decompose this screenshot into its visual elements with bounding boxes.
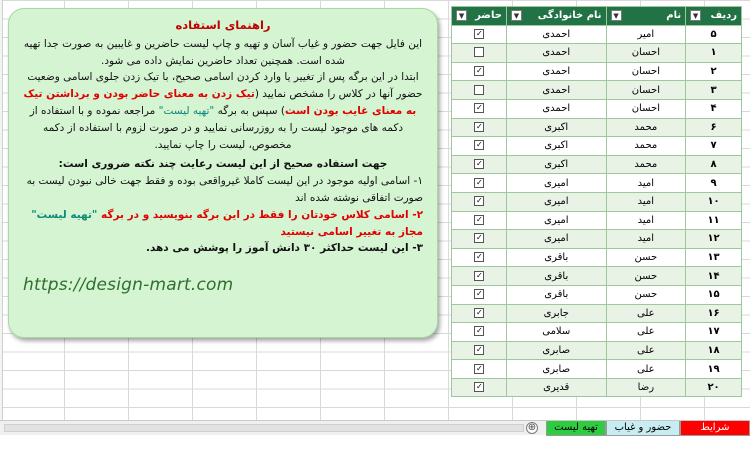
help-paragraph-2 (23, 69, 423, 153)
first-name-cell[interactable]: حسن (606, 285, 686, 304)
row-number-cell[interactable]: ۱۰ (686, 192, 742, 211)
present-checkbox[interactable] (474, 252, 484, 262)
family-name-cell[interactable]: اکبری (506, 155, 606, 174)
present-cell (452, 81, 507, 100)
header-name[interactable] (606, 7, 686, 26)
add-sheet-icon[interactable]: ⊕ (527, 422, 537, 433)
family-name-cell[interactable]: احمدی (506, 81, 606, 100)
family-name-cell[interactable]: باقری (506, 267, 606, 286)
help-note-2 (23, 207, 423, 241)
tab-conditions[interactable]: شرایط استفاده (680, 421, 750, 436)
table-row (452, 192, 742, 211)
table-row (452, 211, 742, 230)
horizontal-scrollbar[interactable] (4, 424, 524, 432)
help-p2-red: تیک زدن به معنای حاضر بودن و برداشتن تیک به معنای غایب بودن است (23, 88, 417, 117)
family-name-cell[interactable]: احمدی (506, 99, 606, 118)
row-number-cell[interactable]: ۱۶ (686, 304, 742, 323)
present-cell (452, 341, 507, 360)
table-row (452, 155, 742, 174)
tab-attendance[interactable]: حضور و غیاب (606, 421, 680, 436)
table-row (452, 267, 742, 286)
family-name-cell[interactable]: احمدی (506, 25, 606, 44)
help-n2-a: ۲- اسامی کلاس خودتان را فقط در این برگه بنویسید و در برگه (97, 208, 423, 221)
family-name-cell[interactable]: اکبری (506, 137, 606, 156)
table-row (452, 174, 742, 193)
present-cell (452, 285, 507, 304)
first-name-cell[interactable]: احسان (606, 62, 686, 81)
row-number-cell[interactable]: ۳ (686, 81, 742, 100)
filter-dropdown-icon[interactable]: ▼ (690, 10, 701, 21)
present-checkbox[interactable] (474, 364, 484, 374)
first-name-cell[interactable]: امید (606, 174, 686, 193)
table-row (452, 360, 742, 379)
row-number-cell[interactable]: ۱۱ (686, 211, 742, 230)
table-row (452, 118, 742, 137)
first-name-cell[interactable]: علی (606, 360, 686, 379)
sheet-tab-bar (0, 420, 750, 447)
row-number-cell[interactable]: ۱۷ (686, 323, 742, 342)
present-checkbox[interactable] (474, 159, 484, 169)
attendance-table (451, 6, 742, 397)
present-cell (452, 192, 507, 211)
family-name-cell[interactable]: احمدی (506, 44, 606, 63)
family-name-cell[interactable]: باقری (506, 285, 606, 304)
present-cell (452, 248, 507, 267)
row-number-cell[interactable]: ۱۹ (686, 360, 742, 379)
row-number-cell[interactable]: ۲ (686, 62, 742, 81)
present-checkbox[interactable] (474, 122, 484, 132)
family-name-cell[interactable]: احمدی (506, 62, 606, 81)
present-cell (452, 137, 507, 156)
present-checkbox[interactable] (474, 140, 484, 150)
table-row (452, 62, 742, 81)
help-note-1: ۱- اسامی اولیه موجود در این لیست کاملا غیرواقعی بوده و فقط جهت خالی نبودن لیست به صورت اتفاقی نوشته شده اند (26, 175, 423, 204)
present-checkbox[interactable] (474, 233, 484, 243)
help-p2-b: ) سپس به برگه (214, 104, 285, 117)
row-number-cell[interactable]: ۱۸ (686, 341, 742, 360)
present-cell (452, 155, 507, 174)
present-cell (452, 230, 507, 249)
row-number-cell[interactable]: ۵ (686, 25, 742, 44)
table-row (452, 25, 742, 44)
table-header-row (452, 7, 742, 26)
present-checkbox[interactable] (474, 271, 484, 281)
family-name-cell[interactable]: امیری (506, 211, 606, 230)
help-n2-b: مجاز به تغییر اسامی نیستید (280, 225, 423, 238)
header-row-number[interactable] (686, 7, 742, 26)
present-cell (452, 323, 507, 342)
present-checkbox[interactable] (474, 215, 484, 225)
row-number-cell[interactable]: ۲۰ (686, 378, 742, 397)
first-name-cell[interactable]: رضا (606, 378, 686, 397)
table-row (452, 285, 742, 304)
header-row-label: ردیف (710, 10, 737, 22)
help-p2-teal: "تهیه لیست" (158, 104, 215, 117)
family-name-cell[interactable]: امیری (506, 192, 606, 211)
first-name-cell[interactable]: حسن (606, 267, 686, 286)
family-name-cell[interactable]: صابری (506, 360, 606, 379)
present-cell (452, 267, 507, 286)
first-name-cell[interactable]: امید (606, 211, 686, 230)
first-name-cell[interactable]: علی (606, 323, 686, 342)
filter-dropdown-icon[interactable]: ▼ (611, 10, 622, 21)
table-row (452, 81, 742, 100)
family-name-cell[interactable]: صابری (506, 341, 606, 360)
present-checkbox[interactable] (474, 85, 484, 95)
present-checkbox[interactable] (474, 66, 484, 76)
present-cell (452, 25, 507, 44)
first-name-cell[interactable]: حسن (606, 248, 686, 267)
family-name-cell[interactable]: اکبری (506, 118, 606, 137)
family-name-cell[interactable]: قدیری (506, 378, 606, 397)
help-title: راهنمای استفاده (175, 18, 271, 32)
table-row (452, 378, 742, 397)
table-body (452, 25, 742, 397)
present-cell (452, 304, 507, 323)
first-name-cell[interactable]: احسان (606, 81, 686, 100)
row-number-cell[interactable]: ۶ (686, 118, 742, 137)
row-number-cell[interactable]: ۱۴ (686, 267, 742, 286)
present-checkbox[interactable] (474, 345, 484, 355)
table-row (452, 230, 742, 249)
present-cell (452, 62, 507, 81)
first-name-cell[interactable]: احسان (606, 99, 686, 118)
table-row (452, 99, 742, 118)
table-row (452, 304, 742, 323)
help-note-3: ۳- این لیست حداکثر ۳۰ دانش آموز را پوشش می دهد. (145, 242, 423, 255)
present-checkbox[interactable] (474, 47, 484, 57)
filter-dropdown-icon[interactable]: ▼ (456, 10, 467, 21)
row-number-cell[interactable]: ۱۲ (686, 230, 742, 249)
present-checkbox[interactable] (474, 289, 484, 299)
present-cell (452, 118, 507, 137)
first-name-cell[interactable]: علی (606, 304, 686, 323)
present-cell (452, 211, 507, 230)
first-name-cell[interactable]: محمد (606, 137, 686, 156)
family-name-cell[interactable]: امیری (506, 174, 606, 193)
family-name-cell[interactable]: سلامی (506, 323, 606, 342)
present-checkbox[interactable] (474, 382, 484, 392)
header-present-label: حاضر (475, 10, 502, 22)
present-checkbox[interactable] (474, 178, 484, 188)
present-checkbox[interactable] (474, 103, 484, 113)
header-present[interactable] (452, 7, 507, 26)
filter-dropdown-icon[interactable]: ▼ (511, 10, 522, 21)
website-url: https://design-mart.com (23, 275, 234, 295)
row-number-cell[interactable]: ۱۳ (686, 248, 742, 267)
help-n2-teal: "تهیه لیست" (31, 208, 98, 221)
help-p2-c: مراجعه نموده و با استفاده از دکمه های موجود لیست را به روزرسانی نمایید و در صورت لزوم با استفاده از دکمه مخصوص، لیست را چاپ نمایید. (29, 104, 404, 151)
help-paragraph-1: این فایل جهت حضور و غیاب آسان و تهیه و چاپ لیست حاضرین و غایبین به صورت جدا تهیه شده است. همچنین تعداد حاضرین نمایش داده می شود. (23, 37, 423, 67)
present-cell (452, 174, 507, 193)
help-p2-a: ابتدا در این برگه پس از تغییر یا وارد کردن اسامی صحیح، با تیک زدن جلوی اسامی وضعیت حضور آنها در کلاس را مشخص نمایید ( (27, 71, 423, 101)
first-name-cell[interactable]: امید (606, 230, 686, 249)
first-name-cell[interactable]: احسان (606, 44, 686, 63)
row-number-cell[interactable]: ۹ (686, 174, 742, 193)
first-name-cell[interactable]: محمد (606, 155, 686, 174)
row-number-cell[interactable]: ۱ (686, 44, 742, 63)
present-checkbox[interactable] (474, 29, 484, 39)
tab-list[interactable]: تهیه لیست (546, 421, 606, 436)
present-cell (452, 378, 507, 397)
first-name-cell[interactable]: امیر (606, 25, 686, 44)
present-checkbox[interactable] (474, 326, 484, 336)
row-number-cell[interactable]: ۱۵ (686, 285, 742, 304)
family-name-cell[interactable]: امیری (506, 230, 606, 249)
present-cell (452, 44, 507, 63)
family-name-cell[interactable]: باقری (506, 248, 606, 267)
present-cell (452, 99, 507, 118)
first-name-cell[interactable]: محمد (606, 118, 686, 137)
row-number-cell[interactable]: ۴ (686, 99, 742, 118)
row-number-cell[interactable]: ۸ (686, 155, 742, 174)
header-name-label: نام (666, 10, 682, 22)
table-row (452, 137, 742, 156)
header-family-label: نام خانوادگی (537, 10, 602, 22)
present-checkbox[interactable] (474, 308, 484, 318)
row-number-cell[interactable]: ۷ (686, 137, 742, 156)
first-name-cell[interactable]: امید (606, 192, 686, 211)
table-row (452, 341, 742, 360)
help-panel (8, 8, 438, 338)
table-row (452, 44, 742, 63)
present-cell (452, 360, 507, 379)
table-row (452, 248, 742, 267)
help-notes-heading: جهت استفاده صحیح از این لیست رعایت چند نکته ضروری است: (58, 158, 388, 171)
present-checkbox[interactable] (474, 196, 484, 206)
sheet-left-edge (0, 0, 3, 420)
header-family[interactable] (506, 7, 606, 26)
first-name-cell[interactable]: علی (606, 341, 686, 360)
table-row (452, 323, 742, 342)
family-name-cell[interactable]: جابری (506, 304, 606, 323)
